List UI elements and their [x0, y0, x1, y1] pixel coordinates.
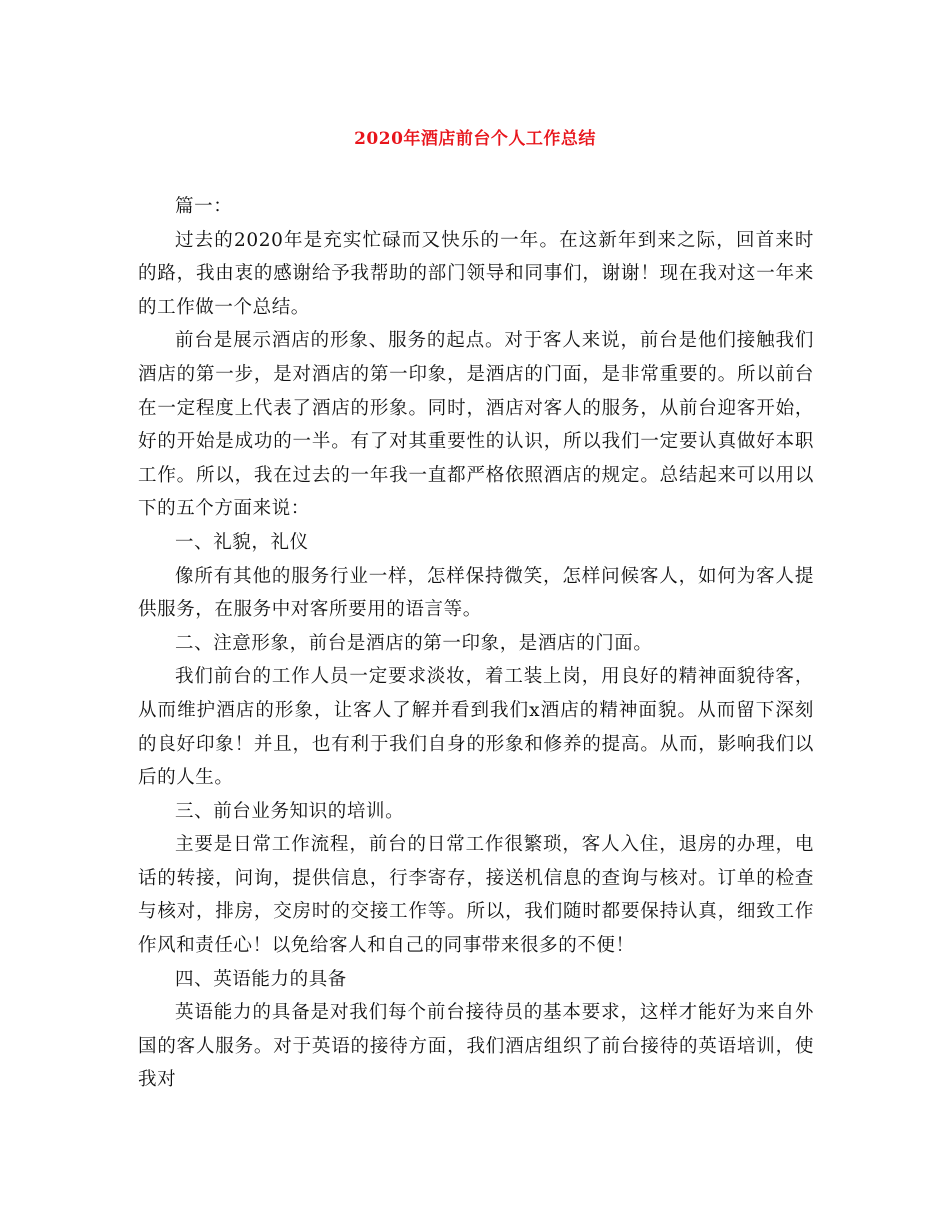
paragraph: 前台是展示酒店的形象、服务的起点。对于客人来说，前台是他们接触我们酒店的第一步，是对酒店的第一印象，是酒店的门面，是非常重要的。所以前台在一定程度上代表了酒店的形象。同时，酒店对客人的服务，从前台迎客开始，好的开始是成功的一半。有了对其重要性的认识，所以我们一定要认真做好本职工作。所以，我在过去的一年我一直都严格依照酒店的规定。总结起来可以用以下的五个方面来说：: [138, 330, 814, 520]
document-title: 2020年酒店前台个人工作总结: [354, 129, 596, 149]
document-body: [138, 190, 814, 1097]
section-label: 篇一：: [175, 196, 233, 217]
section-heading: 二、注意形象，前台是酒店的第一印象，是酒店的门面。: [175, 632, 653, 654]
section-heading: 三、前台业务知识的培训。: [175, 800, 405, 822]
paragraph: 我们前台的工作人员一定要求淡妆，着工装上岗，用良好的精神面貌待客，从而维护酒店的形象，让客人了解并看到我们x酒店的精神面貌。从而留下深刻的良好印象！并且，也有利于我们自身的形象和修养的提高。从而，影响我们以后的人生。: [138, 666, 814, 789]
paragraph: 主要是日常工作流程，前台的日常工作很繁琐，客人入住，退房的办理，电话的转接，问询，提供信息，行李寄存，接送机信息的查询与核对。订单的检查与核对，排房，交房时的交接工作等。所以，我们随时都要保持认真，细致工作作风和责任心！以免给客人和自己的同事带来很多的不便！: [138, 834, 814, 957]
paragraph: 英语能力的具备是对我们每个前台接待员的基本要求，这样才能好为来自外国的客人服务。对于英语的接待方面，我们酒店组织了前台接待的英语培训，使我对: [138, 1002, 814, 1091]
paragraph: 过去的2020年是充实忙碌而又快乐的一年。在这新年到来之际，回首来时的路，我由衷的感谢给予我帮助的部门领导和同事们，谢谢！现在我对这一年来的工作做一个总结。: [138, 229, 814, 318]
section-heading: 一、礼貌，礼仪: [175, 531, 309, 553]
section-heading: 四、英语能力的具备: [175, 968, 347, 990]
paragraph: 像所有其他的服务行业一样，怎样保持微笑，怎样问候客人，如何为客人提供服务，在服务中对客所要用的语言等。: [138, 565, 814, 621]
